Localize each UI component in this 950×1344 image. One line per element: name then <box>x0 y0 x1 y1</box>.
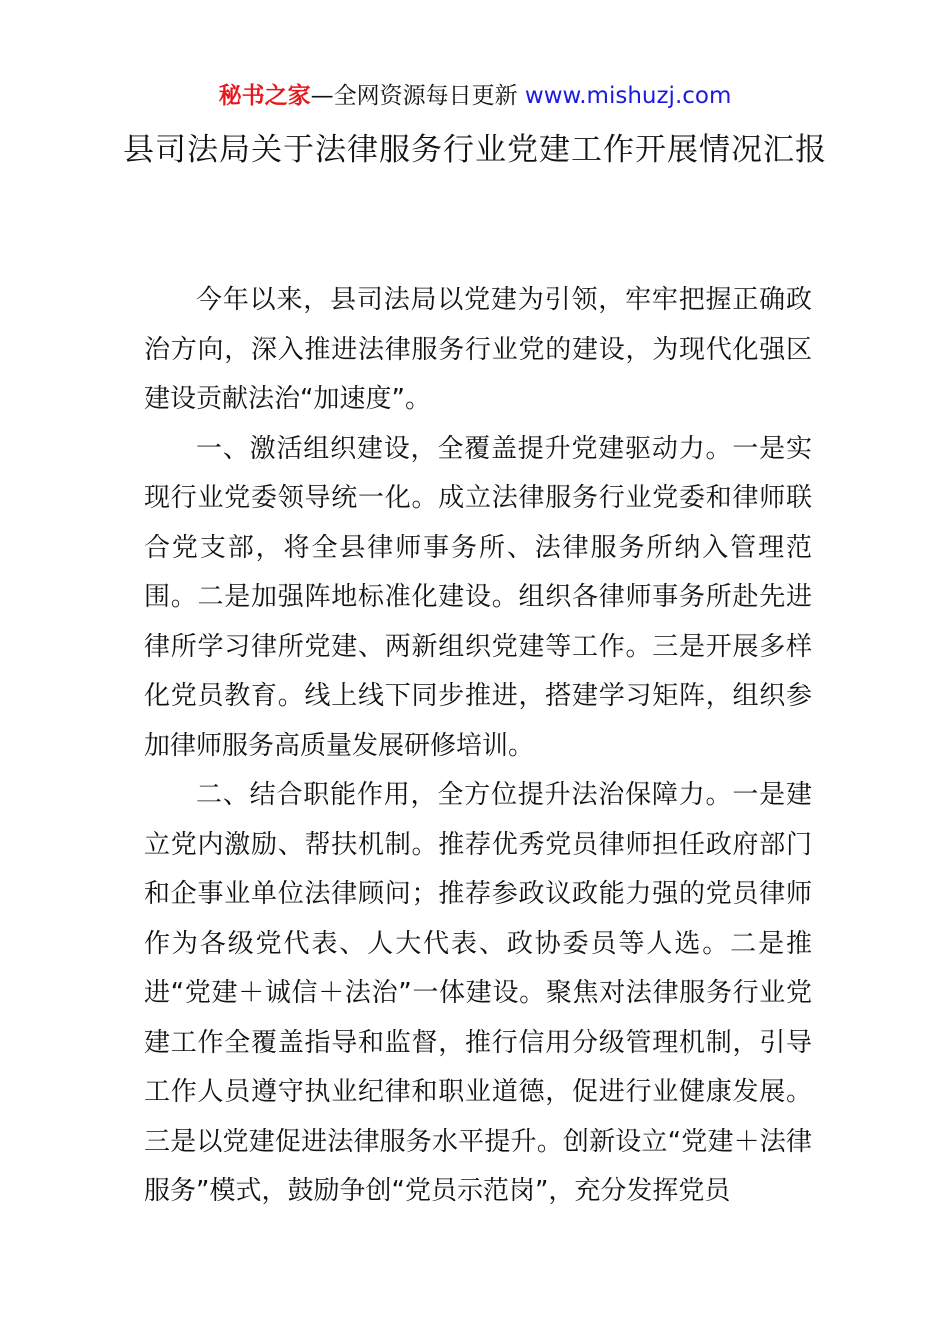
site-url: www.mishuzj.com <box>524 83 732 109</box>
paragraph-intro: 今年以来，县司法局以党建为引领，牢牢把握正确政治方向，深入推进法律服务行业党的建设，为现代化强区建设贡献法治“加速度”。 <box>144 285 812 414</box>
document-body <box>144 276 812 1217</box>
paragraph-section-two: 二、结合职能作用，全方位提升法治保障力。一是建立党内激励、帮扶机制。推荐优秀党员律师担任政府部门和企事业单位法律顾问；推荐参政议政能力强的党员律师作为各级党代表、人大代表、政协委员等人选。二是推进“党建＋诚信＋法治”一体建设。聚焦对法律服务行业党建工作全覆盖指导和监督，推行信用分级管理机制，引导工作人员遵守执业纪律和职业道德，促进行业健康发展。三是以党建促进法律服务水平提升。创新设立“党建＋法律服务”模式，鼓励争创“党员示范岗”，充分发挥党员 <box>144 780 812 1206</box>
site-name: 秘书之家 <box>218 83 311 109</box>
watermark-header <box>0 80 950 112</box>
document-title: 县司法局关于法律服务行业党建工作开展情况汇报 <box>123 132 827 168</box>
paragraph-section-one: 一、激活组织建设，全覆盖提升党建驱动力。一是实现行业党委领导统一化。成立法律服务行业党委和律师联合党支部，将全县律师事务所、法律服务所纳入管理范围。二是加强阵地标准化建设。组织各律师事务所赴先进律所学习律所党建、两新组织党建等工作。三是开展多样化党员教育。线上线下同步推进，搭建学习矩阵，组织参加律师服务高质量发展研修培训。 <box>144 433 812 761</box>
site-tagline: —全网资源每日更新 <box>310 83 518 109</box>
